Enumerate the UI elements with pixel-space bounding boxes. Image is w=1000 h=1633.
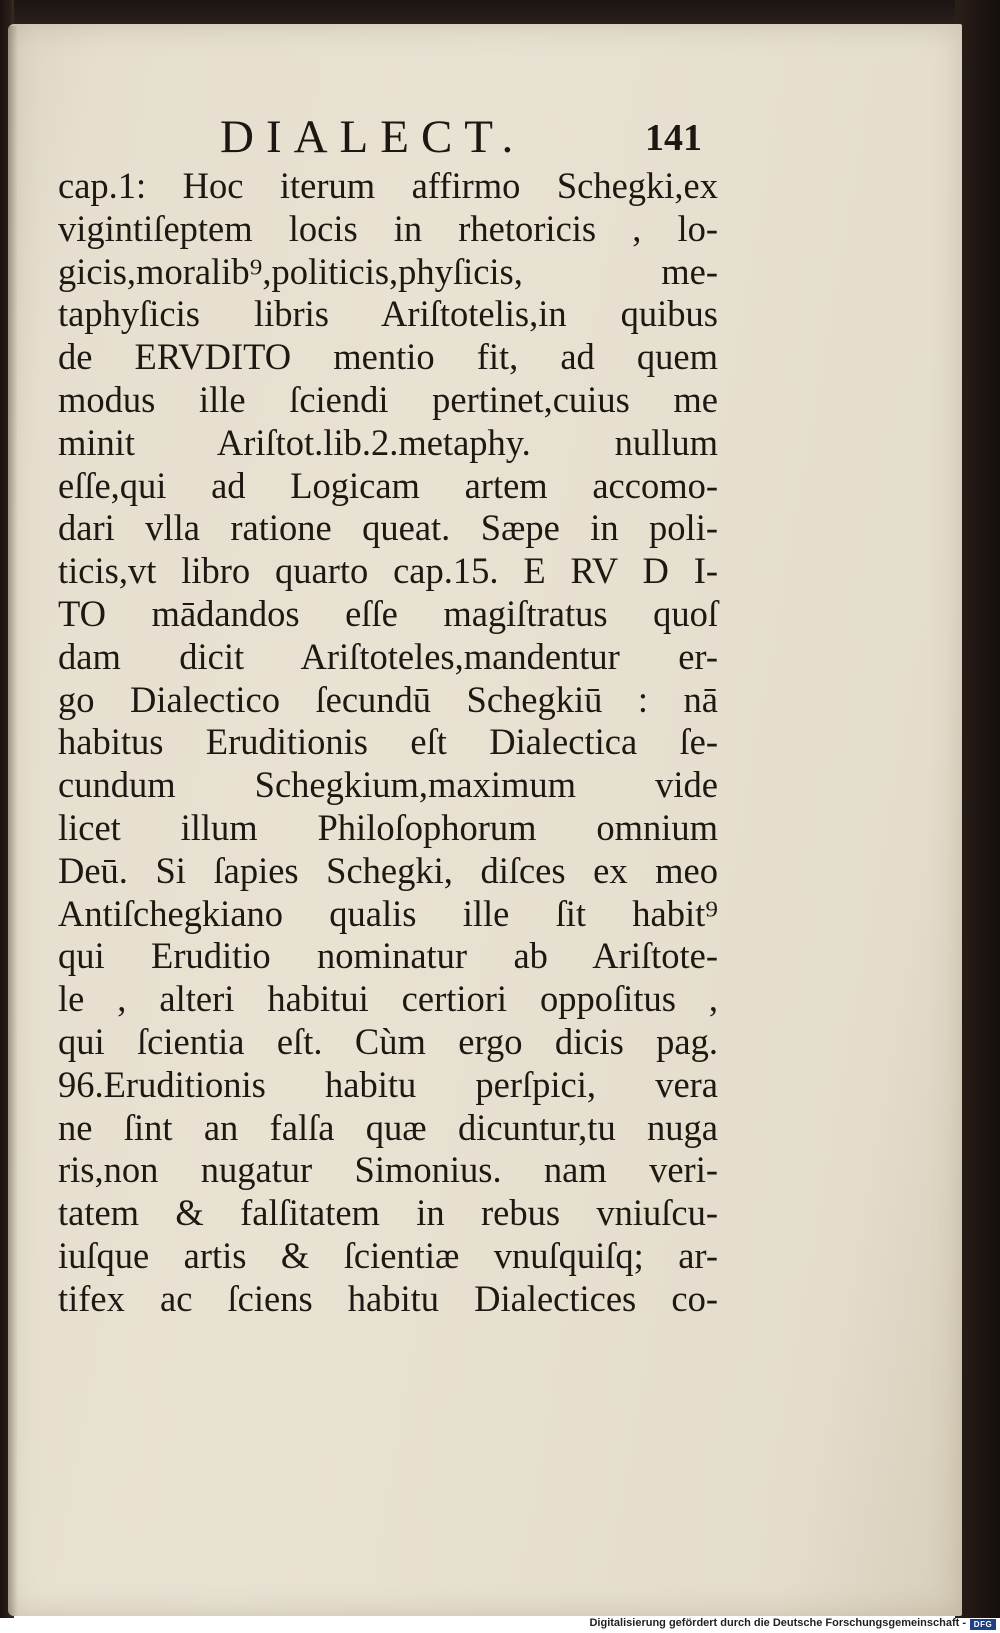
text-line: gicis,moralib⁹,politicis,phyſicis, me- [58,250,718,292]
text-line: ris,non nugatur Simonius. nam veri- [58,1149,718,1191]
text-line: vigintiſeptem locis in rhetoricis , lo- [58,207,718,249]
text-line: Antiſchegkiano qualis ille ſit habit⁹ [58,892,718,934]
text-line: eſſe,qui ad Logicam artem accomo- [58,464,718,506]
text-line: minit Ariſtot.lib.2.metaphy. nullum [58,421,718,463]
text-line: 96.Eruditionis habitu perſpici, vera [58,1063,718,1105]
text-line: Deū. Si ſapies Schegki, diſces ex meo [58,849,718,891]
text-line: modus ille ſciendi pertinet,cuius me [58,378,718,420]
text-line: habitus Eruditionis eſt Dialectica ſe- [58,721,718,763]
text-line: dari vlla ratione queat. Sæpe in poli- [58,507,718,549]
running-head: DIALECT. [220,111,526,163]
text-line: dam dicit Ariſtoteles,mandentur er- [58,635,718,677]
page-edge-shadow [8,26,18,1616]
text-line: ticis,vt libro quarto cap.15. E RV D I- [58,550,718,592]
digitization-credit: Digitalisierung gefördert durch die Deutsche Forschungsgemeinschaft - [589,1617,966,1629]
page-number: 141 [645,117,702,159]
text-line: cundum Schegkium,maximum vide [58,764,718,806]
text-line: le , alteri habitui certiori oppoſitus , [58,978,718,1020]
text-line: go Dialectico ſecundū Schegkiū : nā [58,678,718,720]
dfg-logo: DFG [970,1619,996,1630]
text-line: cap.1: Hoc iterum affirmo Schegki,ex [58,165,718,206]
text-line: TO mādandos eſſe magiſtratus quoſ [58,592,718,634]
text-line: de ERVDITO mentio fit, ad quem [58,336,718,378]
scanner-background-top [0,0,1000,26]
text-line: tatem & falſitatem in rebus vniuſcu- [58,1192,718,1234]
text-line: qui ſcientia eſt. Cùm ergo dicis pag. [58,1020,718,1062]
text-line: iuſque artis & ſcientiæ vnuſquiſq; ar- [58,1234,718,1276]
text-line: taphyſicis libris Ariſtotelis,in quibus [58,293,718,335]
text-line: qui Eruditio nominatur ab Ariſtote- [58,935,718,977]
text-line: ne ſint an falſa quæ dicuntur,tu nuga [58,1106,718,1148]
body-text [58,165,718,1321]
text-line: licet illum Philoſophorum omnium [58,806,718,848]
text-line: tifex ac ſciens habitu Dialectices co- [58,1277,718,1319]
